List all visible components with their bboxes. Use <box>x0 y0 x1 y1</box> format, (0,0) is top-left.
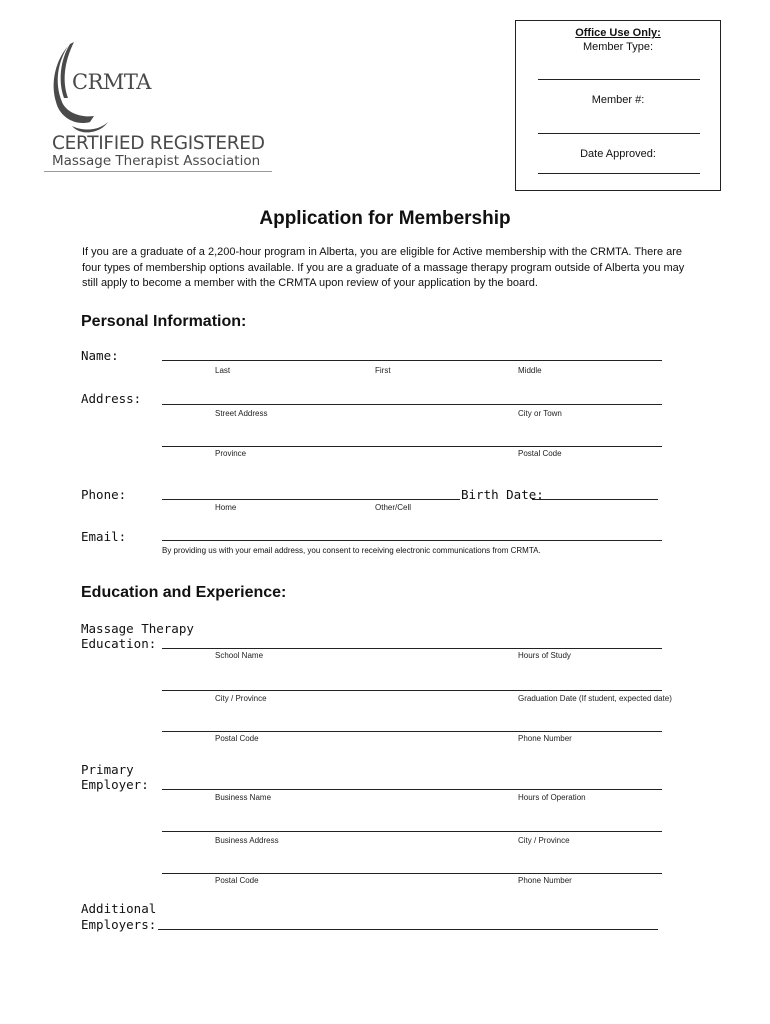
address-street-field[interactable] <box>162 404 662 405</box>
business-postal-field[interactable] <box>162 873 662 874</box>
member-type-label: Member Type: <box>582 41 654 53</box>
school-name-field[interactable] <box>162 648 662 649</box>
mt-education-label-2: Education: <box>81 636 157 651</box>
address-sub-province: Province <box>215 449 247 458</box>
office-use-heading: Office Use Only: <box>575 27 661 39</box>
emp-sub-hours: Hours of Operation <box>518 793 586 802</box>
name-sub-last: Last <box>215 366 231 375</box>
name-label: Name: <box>81 348 119 363</box>
logo-divider <box>44 171 272 172</box>
mt-sub-city: City / Province <box>215 694 267 703</box>
address-sub-street: Street Address <box>215 409 268 418</box>
name-field[interactable] <box>162 360 662 361</box>
birth-date-field[interactable] <box>532 499 658 500</box>
member-number-field[interactable] <box>538 133 700 134</box>
date-approved-label: Date Approved: <box>580 148 656 160</box>
logo-acronym: CRMTA <box>72 70 151 94</box>
email-label: Email: <box>81 529 127 544</box>
school-city-field[interactable] <box>162 690 662 691</box>
address-province-field[interactable] <box>162 446 662 447</box>
page-title: Application for Membership <box>259 208 511 229</box>
birth-date-label: Birth Date: <box>461 487 544 502</box>
email-consent-note: By providing us with your email address, you consent to receiving electronic communications from CRMTA. <box>162 546 541 555</box>
emp-sub-address: Business Address <box>215 836 279 845</box>
emp-sub-phone: Phone Number <box>518 876 572 885</box>
additional-employers-field[interactable] <box>158 929 658 930</box>
crmta-logo <box>44 40 274 174</box>
business-name-field[interactable] <box>162 789 662 790</box>
mt-sub-school: School Name <box>215 651 264 660</box>
primary-employer-label-1: Primary <box>81 762 134 777</box>
logo-line-2: Massage Therapist Association <box>52 153 261 169</box>
address-label: Address: <box>81 391 142 406</box>
personal-info-heading: Personal Information: <box>81 313 247 330</box>
phone-sub-cell: Other/Cell <box>375 503 412 512</box>
office-use-box <box>515 20 721 191</box>
emp-sub-postal: Postal Code <box>215 876 259 885</box>
business-address-field[interactable] <box>162 831 662 832</box>
school-postal-field[interactable] <box>162 731 662 732</box>
phone-sub-home: Home <box>215 503 237 512</box>
logo-line-1: CERTIFIED REGISTERED <box>52 133 265 154</box>
intro-paragraph: If you are a graduate of a 2,200-hour program in Alberta, you are eligible for Active membership with the CRMTA. There are four types of membership options available. If you are a graduate of a massage therapy program outside of Alberta you may still apply to become a member with the CRMTA upon review of your application by the board. <box>82 246 685 289</box>
mt-sub-hours: Hours of Study <box>518 651 571 660</box>
additional-employers-label-2: Employers: <box>81 917 157 932</box>
emp-sub-business: Business Name <box>215 793 272 802</box>
email-field[interactable] <box>162 540 662 541</box>
date-approved-field[interactable] <box>538 173 700 174</box>
address-sub-city: City or Town <box>518 409 562 418</box>
mt-sub-phone: Phone Number <box>518 734 572 743</box>
name-sub-middle: Middle <box>518 366 542 375</box>
member-type-field[interactable] <box>538 79 700 80</box>
emp-sub-city: City / Province <box>518 836 570 845</box>
address-sub-postal: Postal Code <box>518 449 562 458</box>
primary-employer-label-2: Employer: <box>81 777 149 792</box>
phone-field[interactable] <box>162 499 460 500</box>
mt-sub-postal: Postal Code <box>215 734 259 743</box>
phone-label: Phone: <box>81 487 127 502</box>
member-number-label: Member #: <box>591 94 645 106</box>
additional-employers-label-1: Additional <box>81 901 157 916</box>
mt-education-label-1: Massage Therapy <box>81 621 194 636</box>
mt-sub-graduation: Graduation Date (If student, expected date) <box>518 694 672 703</box>
education-heading: Education and Experience: <box>81 584 287 601</box>
name-sub-first: First <box>375 366 391 375</box>
